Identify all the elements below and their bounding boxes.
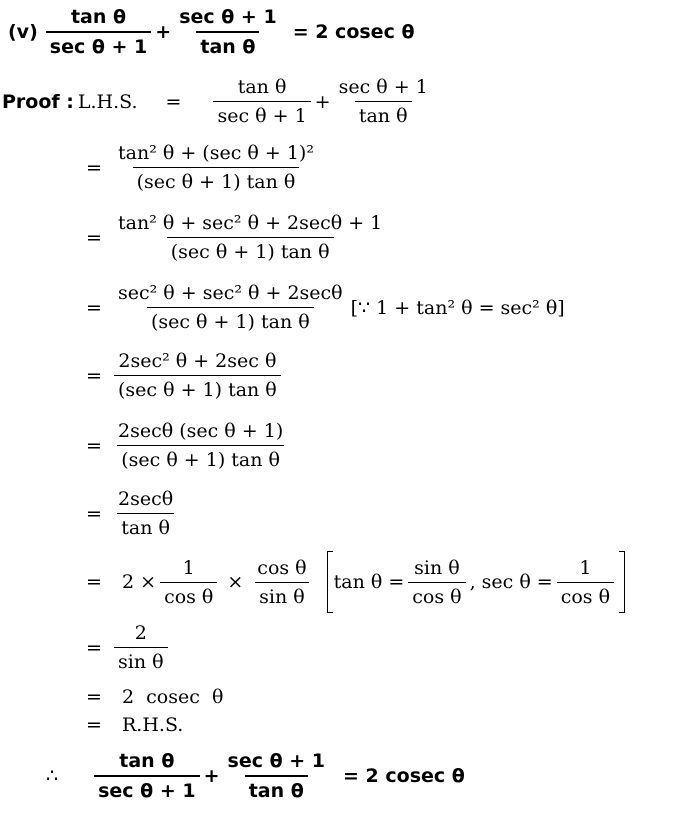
step8-fraction: $\frac{2}{\text{sin θ}}$ xyxy=(114,622,168,673)
proof-line-2: = $\frac{\text{tan² θ + sec² θ + 2secθ + 1}}{\text{(sec θ + 1) tan θ}}$ xyxy=(86,212,390,263)
proof-line-4: = $\frac{\text{2sec² θ + 2sec θ}}{\text{(sec θ + 1) tan θ}}$ xyxy=(86,350,285,401)
problem-statement: (v) $\frac{\text{tan θ}}{\text{sec θ + 1}}$ + $\frac{\text{sec θ + 1}}{\text{tan θ}}$ = 2 cosec θ xyxy=(8,6,415,58)
bracket-fraction-1: $\frac{\text{sin θ}}{\text{cos θ}}$ xyxy=(408,557,465,608)
problem-fraction-1: $\frac{\text{tan θ}}{\text{sec θ + 1}}$ xyxy=(46,6,152,58)
step3-fraction: $\frac{\text{sec² θ + sec² θ + 2secθ}}{\text{(sec θ + 1) tan θ}}$ xyxy=(118,282,343,333)
step7-fraction-1: $\frac{1}{\text{cos θ}}$ xyxy=(160,557,217,608)
step5-fraction: $\frac{\text{2secθ (sec θ + 1)}}{\text{(sec θ + 1) tan θ}}$ xyxy=(118,420,284,471)
conclusion-rhs: = 2 cosec θ xyxy=(343,765,465,787)
therefore-symbol: ∴ xyxy=(46,765,59,787)
step0-fraction-1: $\frac{\text{tan θ}}{\text{sec θ + 1}}$ xyxy=(213,76,310,127)
proof-line-0: Proof : L.H.S. = $\frac{\text{tan θ}}{\text{sec θ + 1}}$ + $\frac{\text{sec θ + 1}}{\text{tan θ}}$ xyxy=(2,76,436,127)
proof-line-5: = $\frac{\text{2secθ (sec θ + 1)}}{\text{(sec θ + 1) tan θ}}$ xyxy=(86,420,291,471)
lhs-text: L.H.S. xyxy=(77,90,138,113)
conclusion-fraction-1: $\frac{\text{tan θ}}{\text{sec θ + 1}}$ xyxy=(94,750,200,802)
step4-fraction: $\frac{\text{2sec² θ + 2sec θ}}{\text{(sec θ + 1) tan θ}}$ xyxy=(114,350,281,401)
problem-fraction-2: $\frac{\text{sec θ + 1}}{\text{tan θ}}$ xyxy=(179,6,277,58)
step1-fraction: $\frac{\text{tan² θ + (sec θ + 1)²}}{\text{(sec θ + 1) tan θ}}$ xyxy=(118,142,314,193)
proof-line-7: = 2 × $\frac{1}{\text{cos θ}}$ × $\frac{\text{cos θ}}{\text{sin θ}}$ tan θ = $\frac{\text{sin θ}}{\text{cos θ}}$ , sec θ = $\frac{1}{\text{cos θ}}$ xyxy=(86,552,625,612)
identity-note: [∵ 1 + tan² θ = sec² θ] xyxy=(350,296,565,319)
conclusion: ∴ $\frac{\text{tan θ}}{\text{sec θ + 1}}$ + $\frac{\text{sec θ + 1}}{\text{tan θ}}$ = 2 cosec θ xyxy=(46,750,465,802)
proof-line-10: = R.H.S. xyxy=(86,714,184,736)
proof-line-8: = $\frac{2}{\text{sin θ}}$ xyxy=(86,622,172,673)
step6-fraction: $\frac{2\sec\theta}{\text{tan θ}}$ xyxy=(118,488,174,539)
bracket-fraction-2: $\frac{1}{\text{cos θ}}$ xyxy=(557,557,614,608)
proof-line-1: = $\frac{\text{tan² θ + (sec θ + 1)²}}{\text{(sec θ + 1) tan θ}}$ xyxy=(86,142,322,193)
conclusion-fraction-2: $\frac{\text{sec θ + 1}}{\text{tan θ}}$ xyxy=(227,750,326,802)
problem-rhs: = 2 cosec θ xyxy=(292,21,415,43)
step0-fraction-2: $\frac{\text{sec θ + 1}}{\text{tan θ}}$ xyxy=(338,76,428,127)
definition-bracket: tan θ = $\frac{\text{sin θ}}{\text{cos θ}}$ , sec θ = $\frac{1}{\text{cos θ}}$ xyxy=(327,552,625,612)
step2-fraction: $\frac{\text{tan² θ + sec² θ + 2secθ + 1}}{\text{(sec θ + 1) tan θ}}$ xyxy=(118,212,383,263)
problem-label: (v) xyxy=(8,21,38,43)
proof-label: Proof : xyxy=(2,90,74,113)
rhs-text: R.H.S. xyxy=(122,714,184,736)
step7-fraction-2: $\frac{\text{cos θ}}{\text{sin θ}}$ xyxy=(253,557,310,608)
proof-line-9: = 2 cosec θ xyxy=(86,686,224,708)
proof-line-3: = $\frac{\text{sec² θ + sec² θ + 2secθ}}{\text{(sec θ + 1) tan θ}}$ [∵ 1 + tan² θ = sec² θ] xyxy=(86,282,565,333)
proof-line-6: = $\frac{2\sec\theta}{\text{tan θ}}$ xyxy=(86,488,181,539)
